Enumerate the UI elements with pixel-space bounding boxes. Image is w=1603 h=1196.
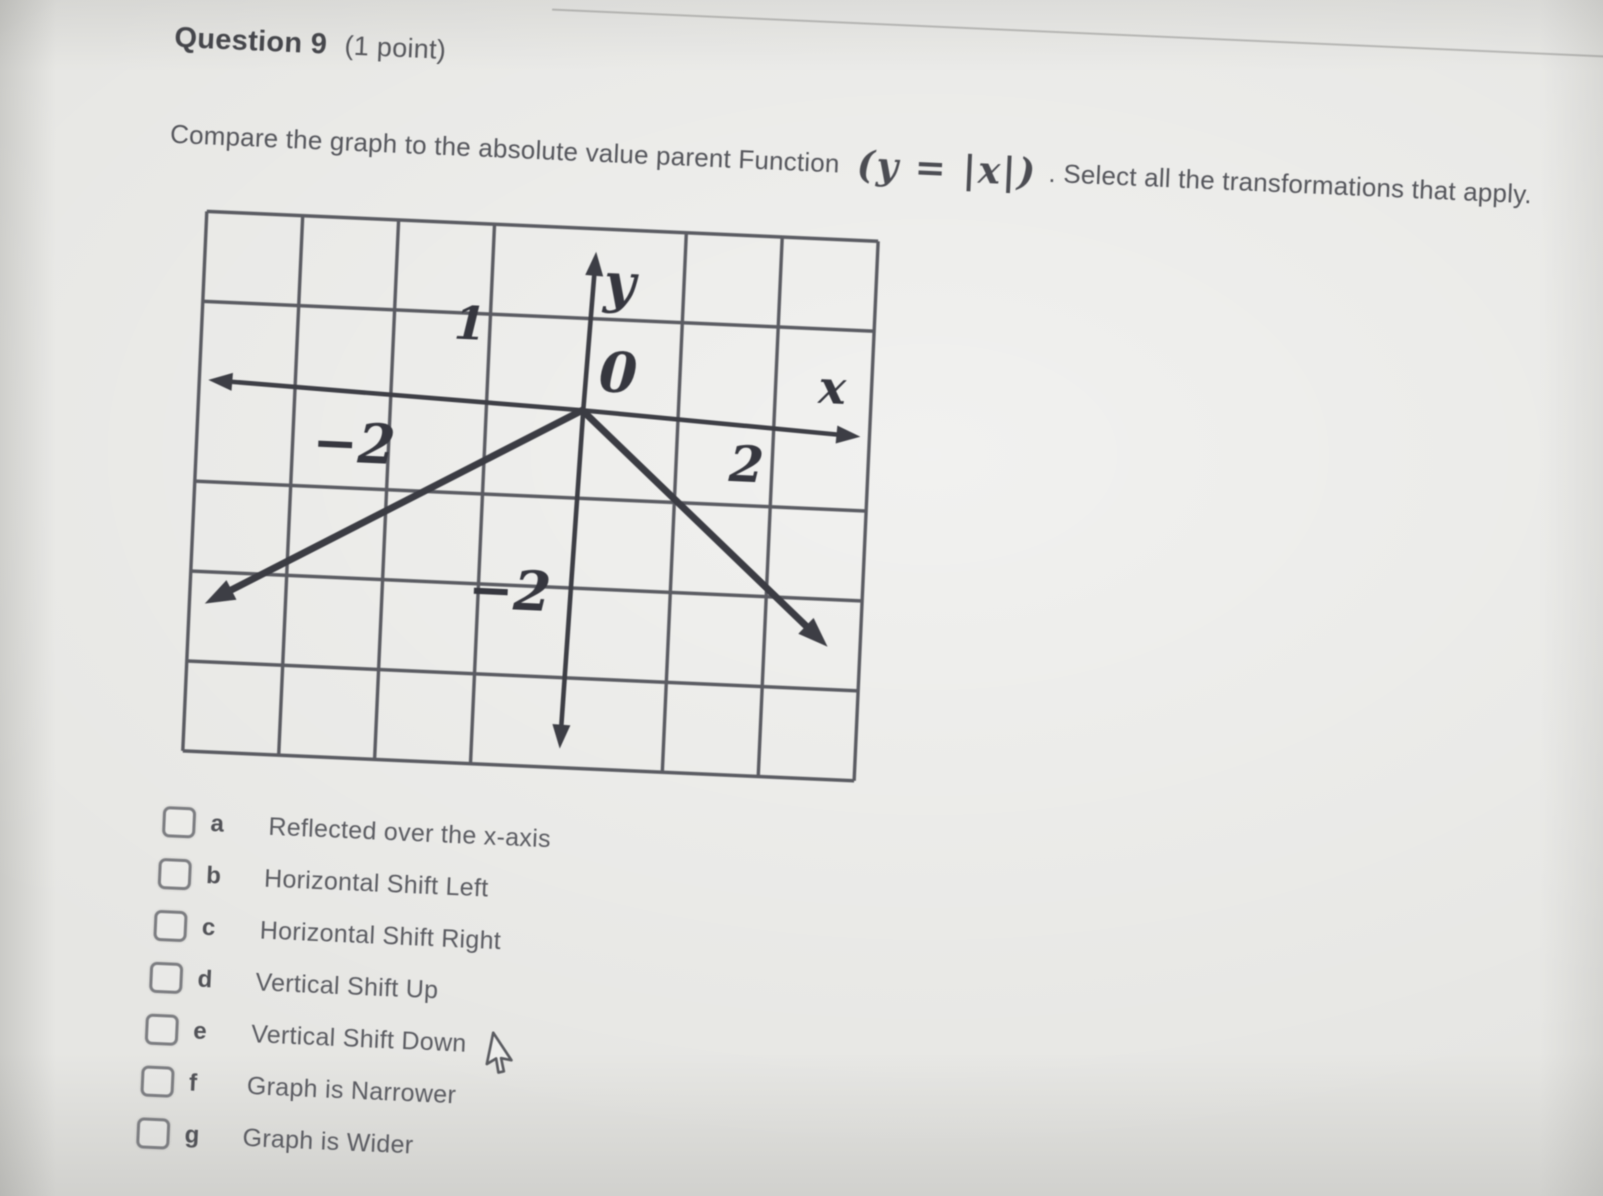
option-checkbox-c[interactable] <box>153 910 187 942</box>
top-divider <box>552 9 1603 67</box>
option-letter: d <box>197 965 213 994</box>
origin-label: 0 <box>597 339 639 406</box>
grid-lines <box>183 211 878 780</box>
option-letter: g <box>184 1121 200 1149</box>
question-title: Question 9 <box>173 21 328 61</box>
option-row-e <box>145 1014 468 1058</box>
option-letter: b <box>205 862 222 890</box>
mouse-cursor <box>480 1031 521 1084</box>
option-checkbox-e[interactable] <box>145 1014 179 1046</box>
option-label: Graph is Wider <box>241 1123 414 1160</box>
option-checkbox-b[interactable] <box>158 858 192 890</box>
option-row-f <box>140 1065 457 1110</box>
option-label: Vertical Shift Down <box>250 1020 468 1058</box>
option-label: Vertical Shift Up <box>254 968 439 1005</box>
question-header <box>174 22 447 67</box>
option-label: Horizontal Shift Right <box>259 916 502 956</box>
option-label: Graph is Narrower <box>246 1072 457 1110</box>
option-row-g <box>136 1117 414 1160</box>
option-row-c <box>153 910 502 956</box>
option-letter: f <box>188 1069 198 1097</box>
option-letter: e <box>192 1017 208 1046</box>
option-checkbox-f[interactable] <box>140 1065 174 1097</box>
option-checkbox-g[interactable] <box>136 1117 170 1149</box>
option-checkbox-d[interactable] <box>149 962 183 994</box>
tick-label-xneg2: −2 <box>311 409 397 478</box>
tick-label-yneg2: −2 <box>466 556 553 625</box>
option-row-b <box>157 858 490 903</box>
y-axis-label: y <box>602 250 637 316</box>
option-label: Horizontal Shift Left <box>263 864 490 903</box>
tick-label-y1: 1 <box>452 295 488 351</box>
math-expression: (y = |x|) <box>856 142 1039 195</box>
option-checkbox-a[interactable] <box>162 806 196 838</box>
option-row-d <box>149 962 439 1005</box>
question-prompt <box>169 114 1533 219</box>
x-axis-label: x <box>817 359 848 415</box>
prompt-text-before: Compare the graph to the absolute value parent Function <box>169 118 841 179</box>
option-letter: c <box>201 913 216 942</box>
option-letter: a <box>209 810 225 838</box>
tick-label-x2: 2 <box>727 433 766 495</box>
prompt-text-after: . Select all the transformations that apply. <box>1047 157 1533 210</box>
option-label: Reflected over the x-axis <box>267 812 552 854</box>
question-points: (1 point) <box>343 30 447 65</box>
function-graph <box>172 203 896 794</box>
option-row-a <box>162 806 552 854</box>
